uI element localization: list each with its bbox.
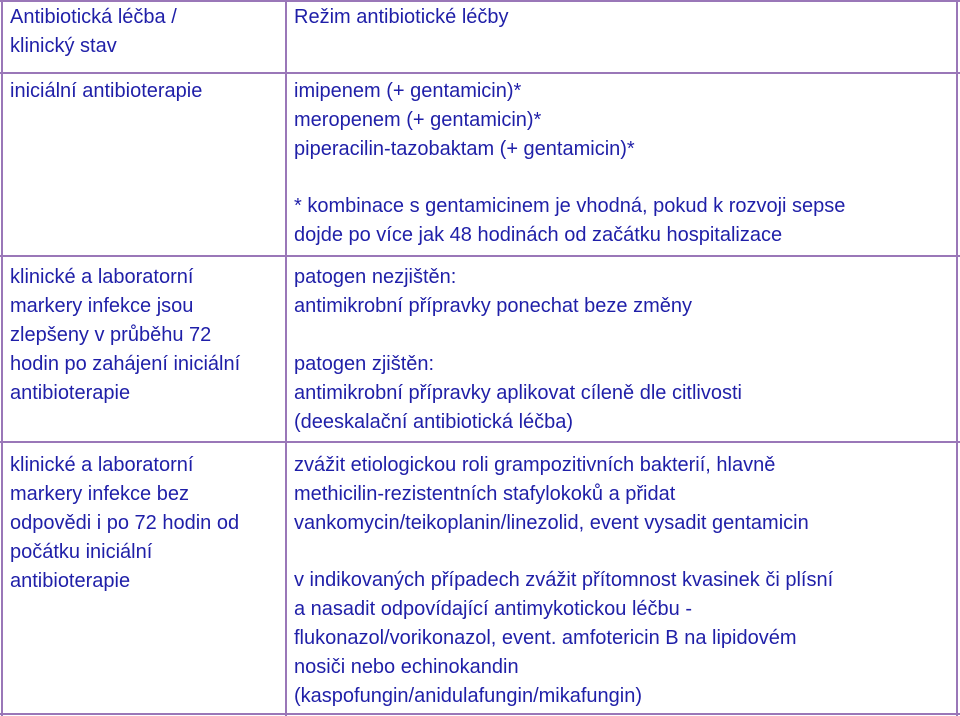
row3-label-line: počátku iniciální [10, 541, 153, 563]
row-divider-header [0, 72, 960, 74]
row-divider-1 [0, 255, 960, 257]
table-column-divider [285, 0, 287, 716]
row3-label-line: markery infekce bez [10, 483, 189, 505]
row1-drug-line: piperacilin-tazobaktam (+ gentamicin)* [294, 138, 635, 160]
row2-label-line: antibioterapie [10, 382, 131, 404]
table-border-left [1, 0, 3, 716]
row3-block2-line: (kaspofungin/anidulafungin/mikafungin) [294, 685, 643, 707]
row2-block1-line: antimikrobní přípravky ponechat beze změny [294, 295, 692, 317]
row3-label-line: klinické a laboratorní [10, 454, 194, 476]
row2-block1 [294, 263, 692, 321]
row1-drug-line: meropenem (+ gentamicin)* [294, 109, 542, 131]
row3-block1-line: methicilin-rezistentních stafylokoků a přidat [294, 483, 676, 505]
row-divider-2 [0, 441, 960, 443]
row2-block2-line: patogen zjištěn: [294, 353, 435, 375]
row2-block2-line: antimikrobní přípravky aplikovat cíleně dle citlivosti [294, 382, 742, 404]
header-col1-line: Antibiotická léčba / [10, 6, 177, 28]
row3-block2-line: nosiči nebo echinokandin [294, 656, 519, 678]
row1-label [10, 77, 202, 106]
table-border-right [956, 0, 958, 716]
row2-label [10, 263, 240, 408]
row2-block1-line: patogen nezjištěn: [294, 266, 457, 288]
row3-block1-line: zvážit etiologickou roli grampozitivních bakterií, hlavně [294, 454, 776, 476]
row1-drug-line: imipenem (+ gentamicin)* [294, 80, 522, 102]
table-border-bottom [0, 713, 960, 715]
header-col1 [10, 3, 177, 61]
row3-block2-line: flukonazol/vorikonazol, event. amfotericin B na lipidovém [294, 627, 797, 649]
row2-label-line: klinické a laboratorní [10, 266, 194, 288]
row2-label-line: zlepšeny v průběhu 72 [10, 324, 212, 346]
row1-note-line: * kombinace s gentamicinem je vhodná, pokud k rozvoji sepse [294, 195, 846, 217]
row3-label-line: antibioterapie [10, 570, 131, 592]
row3-block1 [294, 451, 809, 538]
header-col1-line: klinický stav [10, 35, 117, 57]
header-col2-line: Režim antibiotické léčby [294, 6, 509, 28]
row2-label-line: markery infekce jsou [10, 295, 194, 317]
row3-label-line: odpovědi i po 72 hodin od [10, 512, 240, 534]
row3-block2 [294, 566, 833, 711]
header-col2 [294, 3, 509, 32]
row2-label-line: hodin po zahájení iniciální [10, 353, 241, 375]
row2-block2 [294, 350, 742, 437]
row3-label [10, 451, 239, 596]
row1-drugs [294, 77, 635, 164]
row3-block1-line: vankomycin/teikoplanin/linezolid, event vysadit gentamicin [294, 512, 809, 534]
table-border-top [0, 0, 960, 2]
row3-block2-line: a nasadit odpovídající antimykotickou léčbu - [294, 598, 692, 620]
row1-label-line: iniciální antibioterapie [10, 80, 203, 102]
row1-note-line: dojde po více jak 48 hodinách od začátku hospitalizace [294, 224, 783, 246]
row1-note [294, 192, 845, 250]
row2-block2-line: (deeskalační antibiotická léčba) [294, 411, 574, 433]
row3-block2-line: v indikovaných případech zvážit přítomnost kvasinek či plísní [294, 569, 834, 591]
